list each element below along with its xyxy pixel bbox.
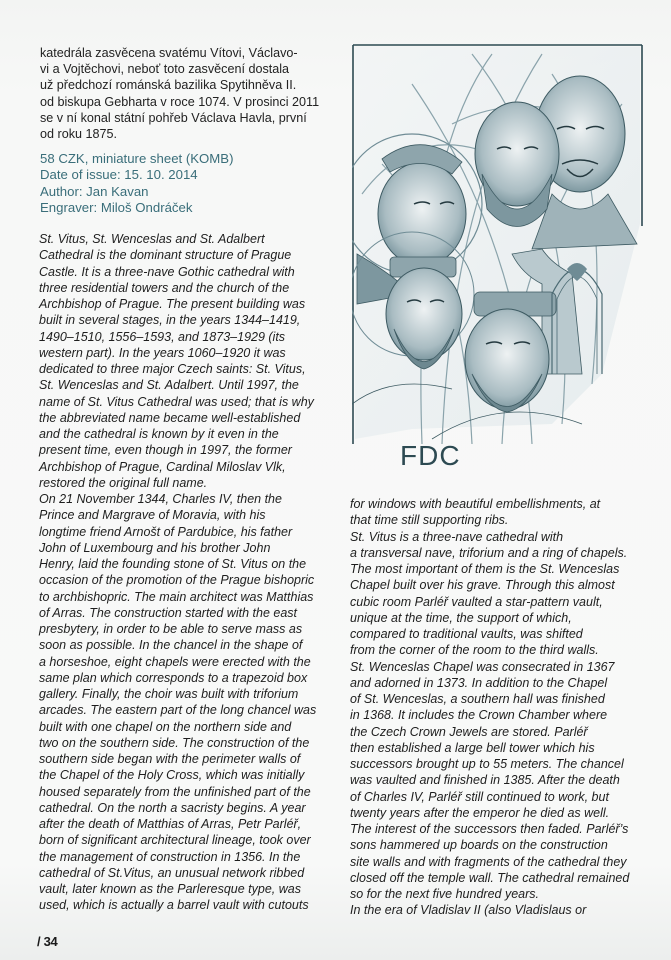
text-line: už předchozí románská bazilika Spytihněva II. <box>40 78 297 93</box>
text-line: a horseshoe, eight chapels were erected with the <box>39 654 311 669</box>
issue-date: Date of issue: 15. 10. 2014 <box>40 167 198 183</box>
text-line: unique at the time, the support of which, <box>350 610 572 625</box>
text-line: The interest of the successors then faded. Parléř’s <box>350 822 629 836</box>
english-text-right-column <box>350 496 650 919</box>
stamp-info-block <box>40 151 340 217</box>
czech-intro-paragraph <box>40 45 340 142</box>
text-line: Archbishop of Prague, Cardinal Miloslav Vlk, <box>39 459 286 474</box>
text-line: Cathedral is the dominant structure of Prague <box>39 248 292 263</box>
text-line: to archbishopric. The main architect was Matthias <box>39 589 314 604</box>
stamp-engraver: Engraver: Miloš Ondráček <box>40 200 193 216</box>
text-line: arcades. The eastern part of the long chancel was <box>39 703 317 718</box>
text-line: for windows with beautiful embellishments, at <box>350 497 601 511</box>
text-line: a transversal nave, triforium and a ring of chapels. <box>350 545 628 560</box>
text-line: gallery. Finally, the choir was built with triforium <box>39 687 299 701</box>
text-line: Prince and Margrave of Moravia, with his <box>39 508 266 523</box>
text-line: 1490–1510, 1556–1593, and 1873–1929 (its <box>39 329 286 344</box>
text-line: St. Wenceslas Chapel was consecrated in 1367 <box>350 659 615 674</box>
text-line: Henry, laid the founding stone of St. Vitus on the <box>39 557 307 571</box>
text-line: that time still supporting ribs. <box>350 513 509 528</box>
text-line: present time, even though in 1997, the former <box>39 443 292 458</box>
text-line: vault, later known as the Parleresque type, was <box>39 882 301 896</box>
text-line: Archbishop of Prague. The present building was <box>39 297 306 311</box>
text-line: sons hammered up boards on the construction <box>350 838 608 853</box>
text-line: St. Vitus is a three-nave cathedral with <box>350 529 564 544</box>
text-line: three residential towers and the church of the <box>39 280 290 295</box>
text-line: two on the southern side. The construction of the <box>39 735 310 750</box>
text-line: and the cathedral is known by it even in the <box>39 427 279 441</box>
text-line: built with one chapel on the northern side and <box>39 719 292 734</box>
text-line: Castle. It is a three-nave Gothic cathedral with <box>39 264 295 279</box>
text-line: cubic room Parléř vaulted a star-pattern vault, <box>350 594 603 609</box>
text-line: vi a Vojtěchovi, neboť toto zasvěcení dostala <box>40 62 290 77</box>
stamp-value: 58 CZK, miniature sheet (KOMB) <box>40 151 234 166</box>
page-number: / 34 <box>37 934 58 949</box>
text-line: St. Wenceslas and St. Adalbert. Until 1997, the <box>39 378 299 393</box>
text-line: the Czech Crown Jewels are stored. Parléř <box>350 724 588 739</box>
text-line: site walls and with fragments of the cathedral they <box>350 854 627 869</box>
text-line: successors brought up to 55 meters. The chancel <box>350 757 624 771</box>
text-line: so for the next five hundred years. <box>350 887 539 901</box>
text-line: cathedral. On the north a sacristy begins. A year <box>39 800 306 815</box>
text-line: of St. Wenceslas, a southern hall was finished <box>350 692 605 706</box>
text-line: The most important of them is the St. Wenceslas <box>350 562 620 576</box>
text-line: closed off the temple wall. The cathedral remained <box>350 870 630 885</box>
text-line: dedicated to three major Czech saints: St. Vitus, <box>39 362 306 376</box>
text-line: restored the original full name. <box>39 475 208 490</box>
text-line: then established a large bell tower which his <box>350 740 595 755</box>
text-line: soon as possible. In the chancel in the shape of <box>39 638 303 653</box>
text-line: od roku 1875. <box>40 127 118 142</box>
text-line: the management of construction in 1356. In the <box>39 849 301 864</box>
stamp-author: Author: Jan Kavan <box>40 183 149 199</box>
text-line: In the era of Vladislav II (also Vladislaus or <box>350 903 587 918</box>
text-line: in 1368. It includes the Crown Chamber where <box>350 708 608 723</box>
text-line: and adorned in 1373. In addition to the Chapel <box>350 675 608 690</box>
text-line: On 21 November 1344, Charles IV, then the <box>39 492 282 506</box>
text-line: of Arras. The construction started with the east <box>39 605 297 620</box>
text-line: cathedral of St.Vitus, an unusual network ribbed <box>39 865 305 880</box>
text-line: built in several stages, in the years 1344–1419, <box>39 313 301 328</box>
fdc-label: FDC <box>400 440 461 471</box>
text-line: compared to traditional vaults, was shifted <box>350 627 583 641</box>
text-line: western part). In the years 1060–1920 it was <box>39 345 286 360</box>
text-line: of Charles IV, Parléř still continued to work, but <box>350 789 609 804</box>
text-line: was vaulted and finished in 1385. After the death <box>350 773 620 788</box>
text-line: od biskupa Gebharta v roce 1074. V prosinci 2011 <box>40 94 320 109</box>
fdc-illustration <box>352 44 644 471</box>
text-line: se v ní konal státní pohřeb Václava Havla, první <box>40 110 307 125</box>
text-line: St. Vitus, St. Wenceslas and St. Adalbert <box>39 232 265 246</box>
text-line: housed separately from the unfinished part of the <box>39 784 311 799</box>
text-line: used, which is actually a barrel vault with cutouts <box>39 898 309 913</box>
text-line: presbytery, in order to be able to serve mass as <box>39 622 303 636</box>
text-line: the Chapel of the Holy Cross, which was initially <box>39 768 305 783</box>
engraving-drawing <box>352 44 644 448</box>
text-line: occasion of the promotion of the Prague bishopric <box>39 573 315 588</box>
text-line: from the corner of the room to the third walls. <box>350 643 599 658</box>
text-line: twenty years after the emperor he died as well. <box>350 805 610 820</box>
text-line: same plan which corresponds to a trapezoid box <box>39 670 308 685</box>
text-line: katedrála zasvěcena svatému Vítovi, Václavo- <box>40 46 298 60</box>
text-line: longtime friend Arnošt of Pardubice, his father <box>39 524 293 539</box>
english-text-left-column <box>39 231 339 914</box>
text-line: John of Luxembourg and his brother John <box>39 540 271 555</box>
text-line: born of significant architectural lineage, took over <box>39 833 311 848</box>
text-line: after the death of Matthias of Arras, Petr Parléř, <box>39 817 302 831</box>
text-line: the abbreviated name became well-established <box>39 410 301 425</box>
text-line: Chapel built over his grave. Through this almost <box>350 578 615 593</box>
text-line: name of St. Vitus Cathedral was used; that is why <box>39 394 314 409</box>
text-line: southern side began with the perimeter walls of <box>39 752 301 766</box>
